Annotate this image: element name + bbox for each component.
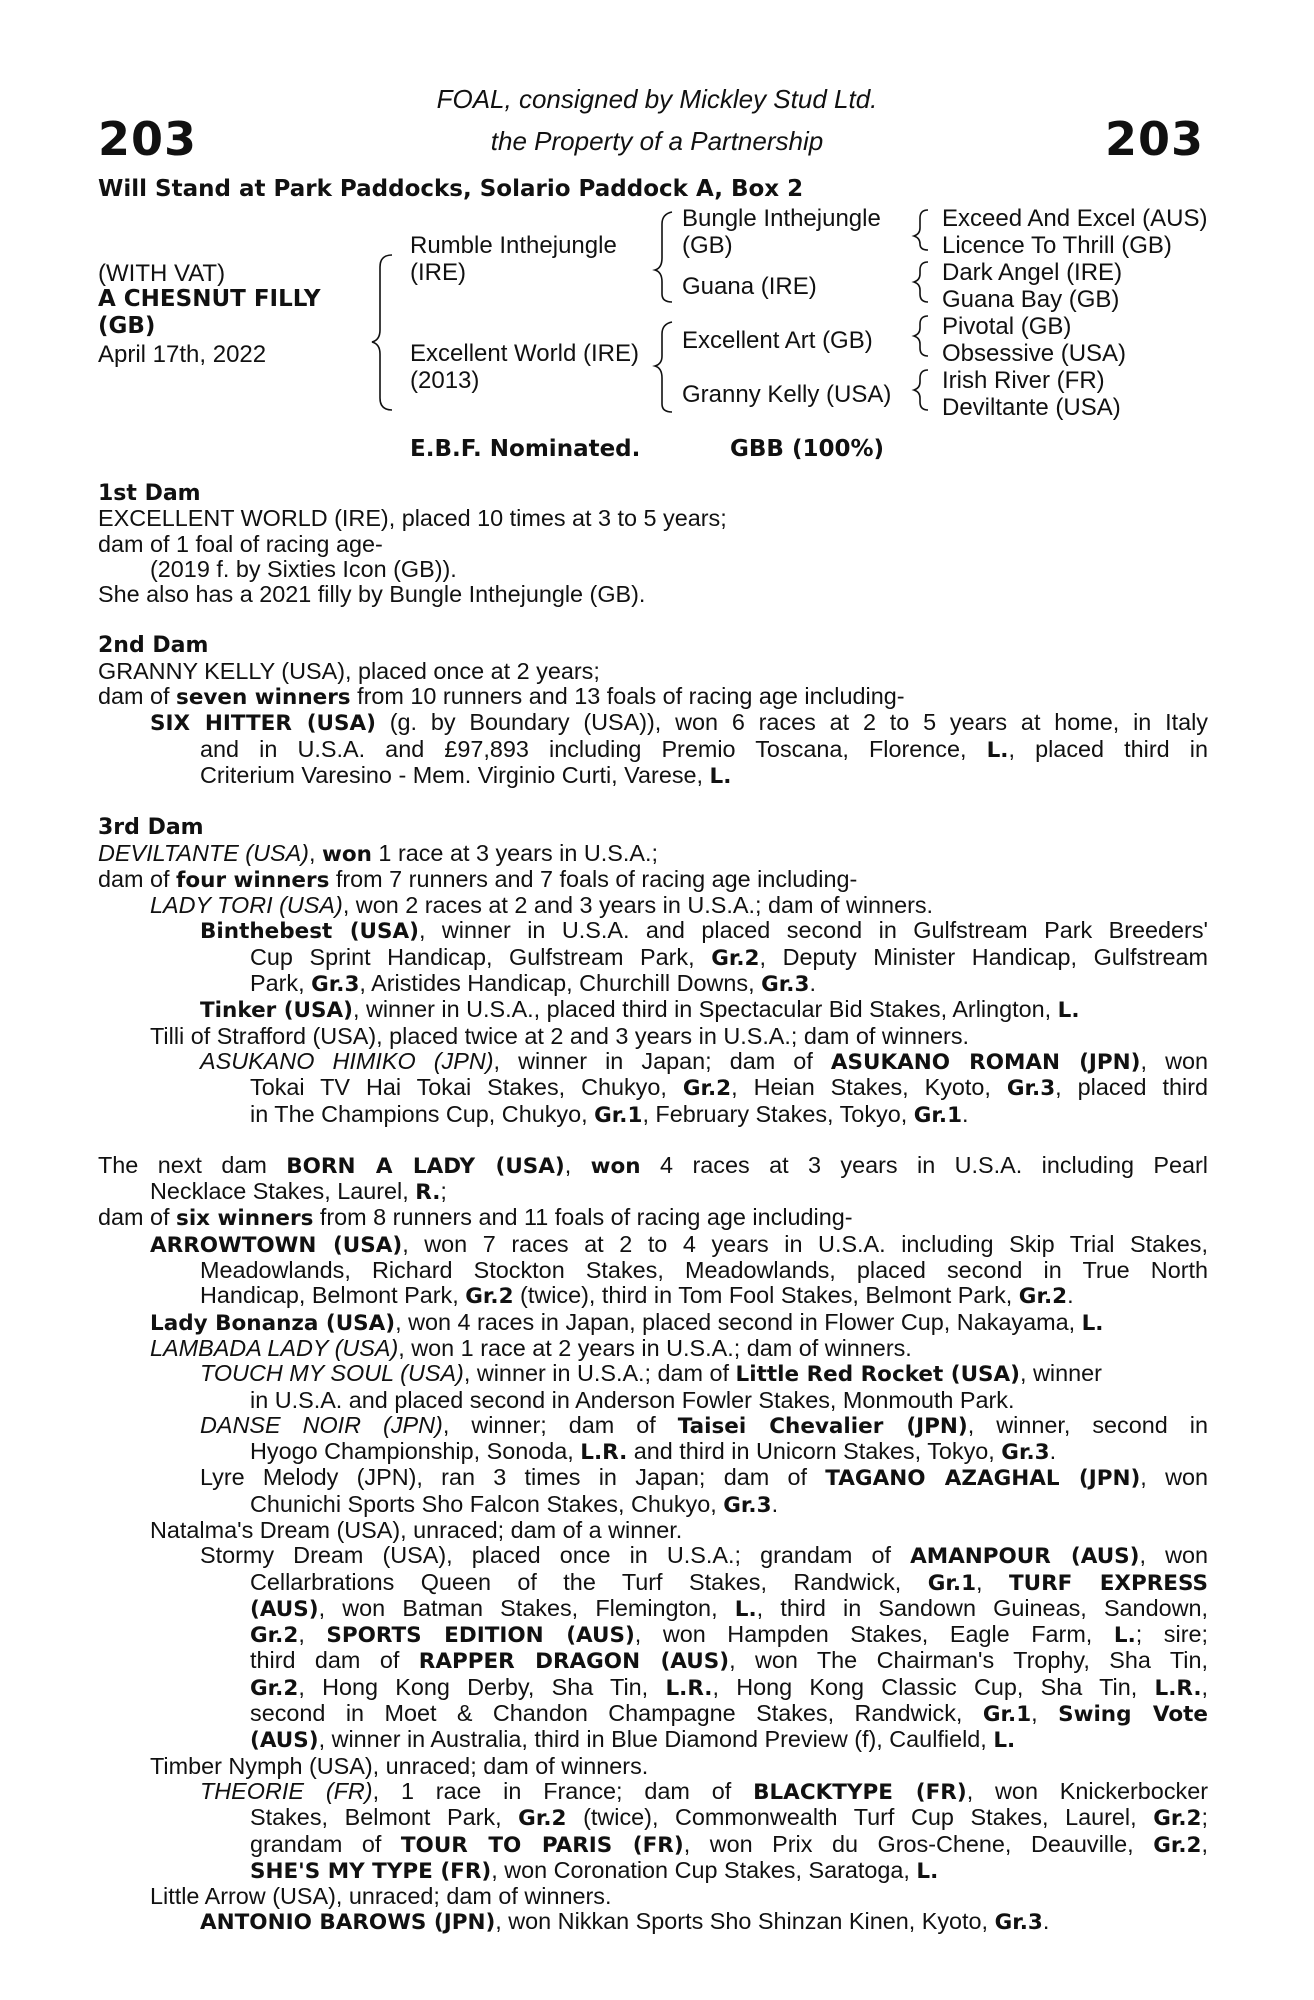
line-text: (twice), third in Tom Fool Stakes, Belmont Park, [513, 1282, 1019, 1309]
catalogue-line [98, 1675, 1208, 1701]
horse-name: A CHESNUT FILLY [98, 286, 321, 312]
line-text: . [1042, 1908, 1050, 1935]
catalogue-line [98, 763, 1208, 789]
black-type-text: L. [1113, 1623, 1136, 1649]
line-text: ; [440, 1178, 447, 1205]
line-text: , [308, 839, 322, 866]
foaling-date: April 17th, 2022 [98, 341, 267, 368]
line-text: dam of [98, 1204, 177, 1231]
black-type-text: ASUKANO ROMAN (JPN) [830, 1049, 1141, 1075]
catalogue-line [98, 893, 1208, 918]
line-text: , won 1 race at 2 years in U.S.A.; dam of winners. [398, 1334, 912, 1361]
line-text: She also has a 2021 filly by Bungle Inthejungle (GB). [98, 581, 646, 608]
black-type-text: Gr.2 [711, 945, 760, 971]
line-text: dam of [98, 683, 177, 710]
catalogue-line [98, 1102, 1208, 1128]
black-type-text: L. [993, 1728, 1016, 1754]
sire-bracket [655, 212, 672, 302]
catalogue-line [98, 841, 1208, 867]
line-text: , third in Sandown Guineas, Sandown, [756, 1594, 1208, 1621]
italic-horse-name: TOUCH MY SOUL (USA) [200, 1360, 464, 1387]
catalogue-line [98, 1075, 1208, 1101]
line-text: , won [1139, 1542, 1208, 1569]
line-text: Meadowlands, Richard Stockton Stakes, Meadowlands, placed second in True North [200, 1257, 1208, 1284]
black-type-text: RAPPER DRAGON (AUS) [418, 1649, 730, 1675]
line-text: (twice), Commonwealth Turf Cup Stakes, Laurel, [566, 1804, 1154, 1831]
line-text: , won Coronation Cup Stakes, Saratoga, [491, 1856, 917, 1883]
line-text: Necklace Stakes, Laurel, [150, 1178, 416, 1205]
consignor-line: FOAL, consigned by Mickley Stud Ltd. [436, 84, 878, 114]
line-text: , won Nikkan Sports Sho Shinzan Kinen, Kyoto, [495, 1908, 995, 1935]
ownership-line: the Property of a Partnership [490, 126, 824, 156]
catalogue-line [98, 1779, 1208, 1805]
dam-name: Excellent World (IRE) [410, 340, 639, 367]
ggp-1: Exceed And Excel (AUS) [942, 205, 1208, 232]
line-text: Lyre Melody (JPN), ran 3 times in Japan; dam of [200, 1464, 826, 1491]
black-type-text: Gr.2 [1018, 1284, 1068, 1310]
catalogue-line [98, 1648, 1208, 1674]
black-type-text: Gr.2 [518, 1806, 567, 1832]
black-type-text: BORN A LADY (USA) [286, 1153, 565, 1179]
black-type-text: Gr.1 [927, 1570, 977, 1596]
catalogue-line [98, 557, 1208, 582]
catalogue-line [98, 1024, 1208, 1049]
black-type-text: Gr.2 [250, 1623, 299, 1649]
line-text: . [771, 1490, 779, 1517]
gbb-status: GBB (100%) [730, 436, 885, 462]
black-type-text: Gr.1 [594, 1102, 643, 1128]
horse-origin: (GB) [98, 313, 156, 339]
line-text: , winner in U.S.A.; dam of [463, 1360, 736, 1387]
line-text: (2019 f. by Sixties Icon (GB)). [150, 555, 457, 582]
black-type-text: (AUS) [250, 1728, 319, 1754]
line-text: , winner, second in [967, 1411, 1208, 1438]
line-text: , February Stakes, Tokyo, [642, 1100, 914, 1127]
lot-number-right: 203 [1104, 112, 1204, 166]
sire-dam-name: Guana (IRE) [682, 273, 817, 300]
section-heading [98, 632, 1208, 658]
black-type-text: R. [415, 1180, 441, 1206]
line-text: , Hong Kong Derby, Sha Tin, [298, 1673, 666, 1700]
line-text: in U.S.A. and placed second in Anderson Fowler Stakes, Monmouth Park. [250, 1386, 1015, 1413]
catalogue-line [98, 1361, 1208, 1387]
line-text: , winner in U.S.A., placed third in Spectacular Bid Stakes, Arlington, [352, 996, 1058, 1023]
black-type-text: Gr.2 [682, 1076, 732, 1102]
italic-horse-name: THEORIE (FR) [200, 1777, 373, 1804]
black-type-text: won [321, 841, 372, 867]
line-text: , Heian Stakes, Kyoto, [731, 1074, 1007, 1101]
black-type-text: Taisei Chevalier (JPN) [677, 1413, 968, 1439]
ggp-8: Deviltante (USA) [942, 394, 1121, 421]
catalogue-line [98, 1492, 1208, 1518]
line-text: GRANNY KELLY (USA), placed once at 2 years; [98, 657, 600, 684]
line-text: 4 races at 3 years in U.S.A. including Pearl [640, 1151, 1209, 1178]
ggp-4: Guana Bay (GB) [942, 286, 1120, 313]
line-text: , won 4 races in Japan, placed second in Flower Cup, Nakayama, [395, 1308, 1082, 1335]
line-text: , won The Chairman's Trophy, Sha Tin, [729, 1647, 1208, 1674]
black-type-text: six winners [176, 1206, 314, 1232]
catalogue-line [98, 506, 1208, 531]
line-text: , [1031, 1700, 1059, 1727]
black-type-text: Gr.2 [1153, 1832, 1202, 1858]
line-text: in The Champions Cup, Chukyo, [250, 1100, 595, 1127]
black-type-text: TAGANO AZAGHAL (JPN) [825, 1466, 1141, 1492]
catalogue-line [98, 1754, 1208, 1779]
sire-sire-name: Bungle Inthejungle [682, 205, 881, 232]
black-type-text: L. [709, 763, 732, 789]
catalogue-line [98, 737, 1208, 763]
line-text: , Hong Kong Classic Cup, Sha Tin, [712, 1673, 1155, 1700]
line-text: ; [1201, 1804, 1208, 1831]
ggp-3: Dark Angel (IRE) [942, 259, 1123, 286]
line-text: from 8 runners and 11 foals of racing age including- [313, 1204, 853, 1231]
line-text: (g. by Boundary (USA)), won 6 races at 2 to 5 years at home, in Italy [375, 709, 1208, 736]
line-text: The next dam [98, 1151, 287, 1178]
black-type-text: Little Red Rocket (USA) [735, 1362, 1020, 1388]
black-type-text: L.R. [665, 1675, 713, 1701]
catalogue-line [98, 1283, 1208, 1309]
line-text: EXCELLENT WORLD (IRE), placed 10 times at 3 to 5 years; [98, 505, 727, 532]
line-text: , won [1140, 1464, 1208, 1491]
section-title: 3rd Dam [98, 815, 204, 841]
section-heading [98, 814, 1208, 840]
line-text: second in Moet & Chandon Champagne Stakes, Randwick, [250, 1700, 983, 1727]
black-type-text: Tinker (USA) [200, 998, 353, 1024]
line-text: , winner; dam of [442, 1411, 678, 1438]
line-text: , won [1140, 1047, 1208, 1074]
line-text: . [809, 970, 816, 997]
dam-bracket [655, 322, 672, 412]
catalogue-line [98, 1179, 1208, 1205]
line-text: , won Hampden Stakes, Eagle Farm, [634, 1621, 1114, 1648]
black-type-text: Binthebest (USA) [200, 919, 419, 945]
catalogue-line [98, 1518, 1208, 1543]
line-text: Cup Sprint Handicap, Gulfstream Park, [250, 943, 712, 970]
catalogue-line [98, 918, 1208, 944]
black-type-text: L. [734, 1596, 757, 1622]
italic-horse-name: LADY TORI (USA) [150, 892, 343, 919]
black-type-text: Gr.2 [465, 1284, 514, 1310]
black-type-text: BLACKTYPE (FR) [753, 1779, 967, 1805]
ggp-5: Pivotal (GB) [942, 313, 1072, 340]
line-text: Timber Nymph (USA), unraced; dam of winners. [150, 1752, 649, 1779]
black-type-text: Gr.2 [1153, 1806, 1202, 1832]
vat-note: (WITH VAT) [98, 260, 226, 287]
catalogue-line [98, 971, 1208, 997]
black-type-text: TOUR TO PARIS (FR) [400, 1832, 684, 1858]
main-bracket [372, 255, 392, 410]
line-text: Criterium Varesino - Mem. Virginio Curti, Varese, [200, 761, 710, 788]
black-type-text: TURF EXPRESS [1008, 1570, 1208, 1596]
catalogue-line [98, 1049, 1208, 1075]
line-text: , Deputy Minister Handicap, Gulfstream [759, 943, 1208, 970]
catalogue-line [98, 582, 1208, 607]
sire-sire-origin: (GB) [682, 232, 733, 259]
line-text: , 1 race in France; dam of [372, 1777, 754, 1804]
catalogue-line [98, 1543, 1208, 1569]
black-type-text: (AUS) [250, 1596, 319, 1622]
black-type-text: seven winners [176, 685, 351, 711]
dam-dam-name: Granny Kelly (USA) [682, 381, 892, 408]
catalogue-line [98, 1701, 1208, 1727]
black-type-text: SIX HITTER (USA) [150, 711, 376, 737]
italic-horse-name: DEVILTANTE (USA) [98, 839, 309, 866]
catalogue-line [98, 1622, 1208, 1648]
line-text: , winner [1020, 1360, 1102, 1387]
sire-origin: (IRE) [410, 259, 466, 286]
catalogue-line [98, 1465, 1208, 1491]
line-text: , Aristides Handicap, Churchill Downs, [359, 970, 762, 997]
line-text: , [564, 1151, 591, 1178]
line-text: , won Batman Stakes, Flemington, [318, 1594, 735, 1621]
lot-number-left: 203 [98, 112, 198, 166]
line-text: Little Arrow (USA), unraced; dam of winners. [150, 1883, 612, 1910]
line-text: dam of [98, 865, 177, 892]
line-text: , [298, 1621, 327, 1648]
black-type-text: ARROWTOWN (USA) [150, 1232, 403, 1258]
line-text: from 7 runners and 7 foals of racing age including- [329, 865, 858, 892]
section-gap [98, 1128, 1208, 1153]
black-type-text: Gr.1 [982, 1702, 1032, 1728]
location-line: Will Stand at Park Paddocks, Solario Paddock A, Box 2 [98, 176, 804, 202]
black-type-text: ANTONIO BAROWS (JPN) [200, 1910, 496, 1936]
catalogue-line [98, 997, 1208, 1023]
black-type-text: L. [1081, 1310, 1104, 1336]
line-text: , winner in Japan; dam of [493, 1047, 831, 1074]
line-text: , won 7 races at 2 to 4 years in U.S.A. including Skip Trial Stakes, [402, 1230, 1208, 1257]
italic-horse-name: ASUKANO HIMIKO (JPN) [200, 1047, 494, 1074]
line-text: , winner in U.S.A. and placed second in Gulfstream Park Breeders' [418, 917, 1209, 944]
catalogue-line [98, 1596, 1208, 1622]
catalogue-line [98, 532, 1208, 557]
line-text: , won Knickerbocker [966, 1777, 1209, 1804]
italic-horse-name: LAMBADA LADY (USA) [150, 1334, 399, 1361]
black-type-text: Gr.2 [250, 1675, 299, 1701]
black-type-text: L. [986, 737, 1009, 763]
section-gap [98, 789, 1208, 814]
black-type-text: L.R. [1154, 1675, 1202, 1701]
line-text: , winner in Australia, third in Blue Diamond Preview (f), Caulfield, [318, 1726, 994, 1753]
line-text: and in U.S.A. and £97,893 including Premio Toscana, Florence, [200, 735, 987, 762]
line-text: . [962, 1100, 969, 1127]
catalogue-line [98, 945, 1208, 971]
section-title: 2nd Dam [98, 633, 209, 659]
ebf-status: E.B.F. Nominated. [410, 436, 641, 462]
black-type-text: SPORTS EDITION (AUS) [326, 1623, 635, 1649]
black-type-text: Gr.3 [761, 972, 810, 998]
dam-sire-name: Excellent Art (GB) [682, 327, 873, 354]
black-type-text: SHE'S MY TYPE (FR) [250, 1858, 492, 1884]
section-title: 1st Dam [98, 481, 201, 506]
ggp-7: Irish River (FR) [942, 367, 1105, 394]
line-text: Tilli of Strafford (USA), placed twice at 2 and 3 years in U.S.A.; dam of winners. [150, 1022, 970, 1049]
line-text: grandam of [250, 1830, 401, 1857]
catalogue-line [98, 1439, 1208, 1465]
black-type-text: L.R. [580, 1440, 628, 1466]
line-text: Handicap, Belmont Park, [200, 1282, 466, 1309]
line-text: Stakes, Belmont Park, [250, 1804, 519, 1831]
ggp-2: Licence To Thrill (GB) [942, 232, 1172, 259]
catalogue-line [98, 1205, 1208, 1231]
line-text: 1 race at 3 years in U.S.A.; [371, 839, 658, 866]
line-text: Park, [250, 970, 312, 997]
black-type-text: won [590, 1153, 641, 1179]
section-gap [98, 607, 1208, 632]
catalogue-line [98, 1727, 1208, 1753]
catalogue-line [98, 1570, 1208, 1596]
catalogue-line [98, 1153, 1208, 1179]
line-text: . [1067, 1282, 1074, 1309]
black-type-text: Gr.3 [723, 1492, 772, 1518]
ggp-6: Obsessive (USA) [942, 340, 1127, 367]
catalogue-line [98, 1413, 1208, 1439]
black-type-text: four winners [176, 867, 330, 893]
line-text: Chunichi Sports Sho Falcon Stakes, Chukyo, [250, 1490, 724, 1517]
line-text: , placed third [1055, 1074, 1208, 1101]
line-text: , [1201, 1830, 1208, 1857]
section-heading [98, 480, 1208, 506]
line-text: , placed third in [1008, 735, 1208, 762]
catalogue-line [98, 1884, 1208, 1909]
italic-horse-name: DANSE NOIR (JPN) [200, 1411, 443, 1438]
catalogue-line [98, 1805, 1208, 1831]
line-text: , [1201, 1673, 1208, 1700]
catalogue-line [98, 684, 1208, 710]
line-text: third dam of [250, 1647, 419, 1674]
line-text: Natalma's Dream (USA), unraced; dam of a winner. [150, 1516, 683, 1543]
line-text: from 10 runners and 13 foals of racing age including- [350, 683, 905, 710]
black-type-text: Gr.3 [994, 1910, 1043, 1936]
black-type-text: Gr.3 [1006, 1076, 1056, 1102]
catalogue-line [98, 1858, 1208, 1884]
catalogue-line [98, 1310, 1208, 1336]
sire-name: Rumble Inthejungle [410, 232, 617, 259]
black-type-text: AMANPOUR (AUS) [910, 1544, 1140, 1570]
line-text: Hyogo Championship, Sonoda, [250, 1438, 581, 1465]
line-text: Tokai TV Hai Tokai Stakes, Chukyo, [250, 1074, 683, 1101]
line-text: , [976, 1568, 1009, 1595]
line-text: Stormy Dream (USA), placed once in U.S.A.; grandam of [200, 1542, 911, 1569]
line-text: . [1049, 1438, 1057, 1465]
line-text: , won 2 races at 2 and 3 years in U.S.A.; dam of winners. [342, 892, 934, 919]
catalogue-line [98, 1258, 1208, 1283]
catalogue-line [98, 710, 1208, 736]
line-text: Cellarbrations Queen of the Turf Stakes, Randwick, [250, 1568, 928, 1595]
line-text: ; sire; [1135, 1621, 1208, 1648]
black-type-text: L. [1057, 998, 1080, 1024]
black-type-text: Swing Vote [1058, 1702, 1209, 1728]
black-type-text: Gr.3 [1001, 1440, 1050, 1466]
catalogue-body [98, 480, 1208, 1936]
black-type-text: Gr.1 [913, 1102, 963, 1128]
catalogue-line [98, 1336, 1208, 1361]
line-text: and third in Unicorn Stakes, Tokyo, [627, 1438, 1002, 1465]
black-type-text: Lady Bonanza (USA) [150, 1310, 396, 1336]
line-text: dam of 1 foal of racing age- [98, 530, 383, 557]
catalogue-line [98, 659, 1208, 684]
line-text: , won Prix du Gros-Chene, Deauville, [683, 1830, 1154, 1857]
catalogue-line [98, 867, 1208, 893]
black-type-text: Gr.3 [311, 972, 360, 998]
black-type-text: L. [916, 1858, 939, 1884]
catalogue-line [98, 1909, 1208, 1935]
catalogue-line [98, 1232, 1208, 1258]
catalogue-line [98, 1388, 1208, 1413]
dam-foaled: (2013) [410, 367, 480, 394]
catalogue-line [98, 1832, 1208, 1858]
